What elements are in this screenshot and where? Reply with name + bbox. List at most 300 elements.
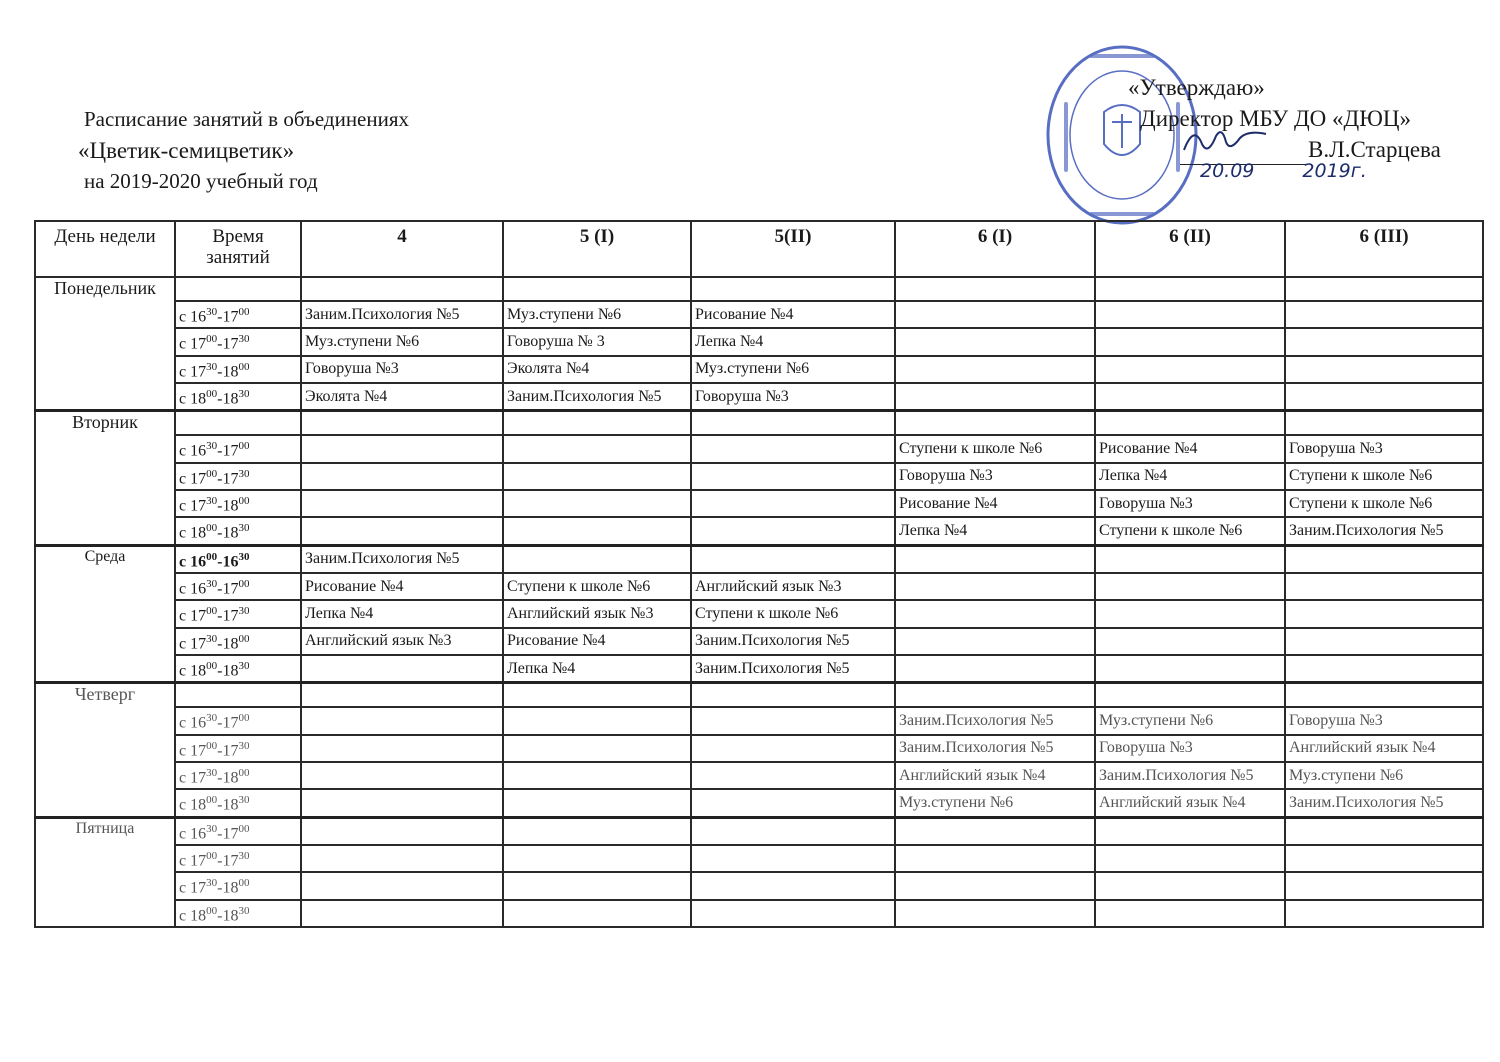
- lesson-cell: [301, 490, 503, 517]
- time-start-hour: 17: [190, 879, 207, 897]
- table-row: [35, 628, 1483, 655]
- lesson-cell: [691, 435, 895, 462]
- time-slot-cell: с $18^{00}-18^{30}$: [175, 517, 301, 545]
- table-row: [35, 490, 1483, 517]
- lesson-cell: [1285, 328, 1483, 355]
- time-end-minute: 30: [238, 605, 250, 618]
- lesson-cell: [895, 411, 1095, 436]
- time-slot-cell: с $16^{30}-17^{00}$: [175, 573, 301, 600]
- lesson-cell: [895, 545, 1095, 573]
- time-start-minute: 00: [206, 550, 218, 563]
- time-slot-cell: с $17^{30}-18^{00}$: [175, 872, 301, 899]
- lesson-cell: [301, 517, 503, 545]
- lesson-cell: Эколята №4: [503, 356, 691, 383]
- time-end-hour: 17: [222, 335, 239, 353]
- lesson-cell: Муз.ступени №6: [503, 301, 691, 328]
- lesson-cell: Заним.Психология №5: [301, 545, 503, 573]
- header-group-5-ii: 5(II): [691, 221, 895, 277]
- lesson-cell: [895, 301, 1095, 328]
- time-start-hour: 18: [190, 906, 207, 924]
- time-end-minute: 00: [238, 440, 250, 453]
- time-end-hour: 18: [222, 634, 239, 652]
- time-start-minute: 00: [206, 904, 218, 917]
- lesson-cell: Говоруша №3: [1095, 735, 1285, 762]
- lesson-cell: Лепка №4: [1095, 463, 1285, 490]
- lesson-cell: [895, 845, 1095, 872]
- lesson-cell: [503, 735, 691, 762]
- time-end-minute: 30: [238, 333, 250, 346]
- time-start-hour: 16: [190, 442, 207, 460]
- lesson-cell: Заним.Психология №5: [691, 655, 895, 683]
- lesson-cell: Заним.Психология №5: [895, 735, 1095, 762]
- lesson-cell: [503, 435, 691, 462]
- lesson-cell: Английский язык №4: [1285, 735, 1483, 762]
- time-start-hour: 16: [190, 552, 207, 570]
- table-row: [35, 655, 1483, 683]
- header-group-4: 4: [301, 221, 503, 277]
- time-end-minute: 00: [238, 577, 250, 590]
- time-end-hour: 18: [222, 906, 239, 924]
- lesson-cell: Заним.Психология №5: [301, 301, 503, 328]
- lesson-cell: Говоруша №3: [895, 463, 1095, 490]
- lesson-cell: Говоруша №3: [1095, 490, 1285, 517]
- title-line-3: на 2019-2020 учебный год: [84, 169, 318, 193]
- time-start-hour: 18: [190, 796, 207, 814]
- time-slot-cell: с $17^{00}-17^{30}$: [175, 328, 301, 355]
- time-slot-cell: с $16^{00}-16^{30}$: [175, 545, 301, 573]
- lesson-cell: [1095, 817, 1285, 845]
- time-end-hour: 18: [222, 497, 239, 515]
- lesson-cell: Ступени к школе №6: [1285, 463, 1483, 490]
- time-start-minute: 00: [206, 522, 218, 535]
- lesson-cell: [691, 845, 895, 872]
- time-start-minute: 00: [206, 605, 218, 618]
- lesson-cell: [1095, 411, 1285, 436]
- lesson-cell: [1095, 655, 1285, 683]
- lesson-cell: [1285, 655, 1483, 683]
- lesson-cell: [895, 383, 1095, 411]
- time-slot-cell: с $17^{00}-17^{30}$: [175, 845, 301, 872]
- lesson-cell: Муз.ступени №6: [1095, 707, 1285, 734]
- lesson-cell: [503, 683, 691, 708]
- table-row: [35, 545, 1483, 573]
- time-slot-cell: с $16^{30}-17^{00}$: [175, 435, 301, 462]
- time-end-minute: 00: [238, 877, 250, 890]
- lesson-cell: Говоруша №3: [691, 383, 895, 411]
- day-name-cell: Четверг: [35, 683, 175, 817]
- table-row: [35, 356, 1483, 383]
- table-row: [35, 573, 1483, 600]
- lesson-cell: Заним.Психология №5: [895, 707, 1095, 734]
- lesson-cell: Английский язык №3: [691, 573, 895, 600]
- lesson-cell: [691, 817, 895, 845]
- time-end-minute: 00: [238, 822, 250, 835]
- lesson-cell: [895, 328, 1095, 355]
- time-start-minute: 00: [206, 387, 218, 400]
- lesson-cell: [1285, 411, 1483, 436]
- time-start-hour: 16: [190, 824, 207, 842]
- table-row: [35, 735, 1483, 762]
- time-start-hour: 17: [190, 852, 207, 870]
- document-title: [78, 104, 409, 197]
- time-end-hour: 17: [222, 607, 239, 625]
- lesson-cell: [1285, 383, 1483, 411]
- time-end-minute: 00: [238, 306, 250, 318]
- time-start-hour: 17: [190, 634, 207, 652]
- lesson-cell: Английский язык №4: [895, 762, 1095, 789]
- time-end-minute: 00: [238, 632, 250, 645]
- lesson-cell: [503, 789, 691, 817]
- lesson-cell: [1285, 683, 1483, 708]
- lesson-cell: Английский язык №3: [503, 600, 691, 627]
- lesson-cell: [1095, 328, 1285, 355]
- day-name-cell: Понедельник: [35, 277, 175, 411]
- time-start-hour: 18: [190, 662, 207, 680]
- day-name-cell: Среда: [35, 545, 175, 683]
- lesson-cell: [301, 789, 503, 817]
- lesson-cell: Рисование №4: [301, 573, 503, 600]
- table-row: [35, 900, 1483, 927]
- time-start-minute: 30: [206, 712, 218, 725]
- time-end-minute: 30: [238, 550, 250, 563]
- time-slot-cell: с $17^{00}-17^{30}$: [175, 600, 301, 627]
- time-start-hour: 17: [190, 335, 207, 353]
- time-start-hour: 18: [190, 390, 207, 408]
- time-end-hour: 18: [222, 524, 239, 542]
- time-end-hour: 18: [222, 796, 239, 814]
- title-line-1: Расписание занятий в объединениях: [84, 107, 410, 131]
- time-start-minute: 30: [206, 766, 218, 779]
- lesson-cell: [1285, 872, 1483, 899]
- lesson-cell: [301, 735, 503, 762]
- time-start-minute: 30: [206, 360, 218, 373]
- time-start-minute: 00: [206, 659, 218, 672]
- table-row: [35, 517, 1483, 545]
- time-slot-cell: [175, 683, 301, 708]
- lesson-cell: [691, 545, 895, 573]
- lesson-cell: [895, 600, 1095, 627]
- lesson-cell: [895, 573, 1095, 600]
- table-row: [35, 411, 1483, 436]
- time-start-hour: 16: [190, 714, 207, 732]
- lesson-cell: [1095, 277, 1285, 301]
- day-name-cell: Вторник: [35, 411, 175, 545]
- time-start-minute: 30: [206, 577, 218, 590]
- lesson-cell: [503, 707, 691, 734]
- table-row: [35, 817, 1483, 845]
- lesson-cell: [895, 683, 1095, 708]
- time-start-hour: 17: [190, 607, 207, 625]
- lesson-cell: Муз.ступени №6: [691, 356, 895, 383]
- table-row: [35, 872, 1483, 899]
- lesson-cell: [1285, 628, 1483, 655]
- time-start-minute: 00: [206, 739, 218, 752]
- time-start-minute: 30: [206, 822, 218, 835]
- lesson-cell: [503, 872, 691, 899]
- signatory-name: В.Л.Старцева: [1308, 137, 1441, 162]
- time-slot-cell: с $16^{30}-17^{00}$: [175, 301, 301, 328]
- lesson-cell: [1095, 301, 1285, 328]
- approval-date-day: 20.09: [1200, 160, 1255, 182]
- lesson-cell: Английский язык №4: [1095, 789, 1285, 817]
- time-end-hour: 17: [222, 824, 239, 842]
- table-header-row: [35, 221, 1483, 277]
- time-end-minute: 00: [238, 766, 250, 779]
- table-row: [35, 762, 1483, 789]
- time-start-hour: 17: [190, 497, 207, 515]
- lesson-cell: [691, 707, 895, 734]
- lesson-cell: [1095, 900, 1285, 927]
- time-end-minute: 30: [238, 739, 250, 752]
- time-end-hour: 16: [222, 552, 239, 570]
- lesson-cell: [503, 845, 691, 872]
- schedule-table: [34, 220, 1484, 928]
- header-group-6-ii: 6 (II): [1095, 221, 1285, 277]
- approval-heading: «Утверждаю»: [1128, 75, 1265, 100]
- table-row: [35, 383, 1483, 411]
- lesson-cell: Заним.Психология №5: [1095, 762, 1285, 789]
- header-group-6-i: 6 (I): [895, 221, 1095, 277]
- time-slot-cell: с $17^{00}-17^{30}$: [175, 735, 301, 762]
- lesson-cell: [503, 490, 691, 517]
- lesson-cell: [1285, 817, 1483, 845]
- lesson-cell: Муз.ступени №6: [1285, 762, 1483, 789]
- lesson-cell: [1095, 383, 1285, 411]
- lesson-cell: [301, 435, 503, 462]
- time-end-hour: 17: [222, 469, 239, 487]
- lesson-cell: [691, 463, 895, 490]
- time-end-hour: 17: [222, 580, 239, 598]
- lesson-cell: Говоруша №3: [1285, 435, 1483, 462]
- time-start-minute: 30: [206, 494, 218, 507]
- lesson-cell: Ступени к школе №6: [1285, 490, 1483, 517]
- lesson-cell: [301, 655, 503, 683]
- header-group-6-iii: 6 (III): [1285, 221, 1483, 277]
- lesson-cell: [503, 411, 691, 436]
- lesson-cell: [1285, 545, 1483, 573]
- time-start-minute: 30: [206, 632, 218, 645]
- time-start-hour: 17: [190, 741, 207, 759]
- lesson-cell: Ступени к школе №6: [1095, 517, 1285, 545]
- lesson-cell: Заним.Психология №5: [1285, 789, 1483, 817]
- lesson-cell: Говоруша № 3: [503, 328, 691, 355]
- lesson-cell: [1285, 301, 1483, 328]
- lesson-cell: Эколята №4: [301, 383, 503, 411]
- time-start-minute: 30: [206, 877, 218, 890]
- lesson-cell: [895, 817, 1095, 845]
- lesson-cell: [1095, 628, 1285, 655]
- time-start-minute: 00: [206, 849, 218, 862]
- lesson-cell: [301, 277, 503, 301]
- lesson-cell: [691, 411, 895, 436]
- time-start-hour: 17: [190, 769, 207, 787]
- lesson-cell: [1285, 277, 1483, 301]
- lesson-cell: [1285, 600, 1483, 627]
- lesson-cell: Заним.Психология №5: [1285, 517, 1483, 545]
- time-slot-cell: с $18^{00}-18^{30}$: [175, 900, 301, 927]
- lesson-cell: [691, 277, 895, 301]
- time-end-hour: 18: [222, 362, 239, 380]
- time-end-hour: 17: [222, 714, 239, 732]
- header-day: День недели: [35, 221, 175, 277]
- time-slot-cell: [175, 277, 301, 301]
- lesson-cell: Рисование №4: [895, 490, 1095, 517]
- lesson-cell: [301, 762, 503, 789]
- lesson-cell: Заним.Психология №5: [691, 628, 895, 655]
- time-slot-cell: с $17^{30}-18^{00}$: [175, 762, 301, 789]
- lesson-cell: [1095, 545, 1285, 573]
- table-row: [35, 845, 1483, 872]
- lesson-cell: [503, 817, 691, 845]
- time-slot-cell: с $16^{30}-17^{00}$: [175, 707, 301, 734]
- time-slot-cell: с $16^{30}-17^{00}$: [175, 817, 301, 845]
- header-group-5-i: 5 (I): [503, 221, 691, 277]
- time-end-hour: 17: [222, 852, 239, 870]
- lesson-cell: [1095, 356, 1285, 383]
- lesson-cell: Лепка №4: [895, 517, 1095, 545]
- lesson-cell: Ступени к школе №6: [895, 435, 1095, 462]
- lesson-cell: [691, 735, 895, 762]
- lesson-cell: [503, 900, 691, 927]
- time-slot-cell: с $18^{00}-18^{30}$: [175, 789, 301, 817]
- lesson-cell: [691, 900, 895, 927]
- lesson-cell: Муз.ступени №6: [301, 328, 503, 355]
- lesson-cell: [691, 872, 895, 899]
- lesson-cell: Заним.Психология №5: [503, 383, 691, 411]
- lesson-cell: [301, 900, 503, 927]
- time-end-minute: 30: [238, 904, 250, 917]
- lesson-cell: [691, 762, 895, 789]
- lesson-cell: Рисование №4: [691, 301, 895, 328]
- approval-date-year: 2019г.: [1302, 160, 1367, 182]
- time-slot-cell: с $17^{30}-18^{00}$: [175, 628, 301, 655]
- lesson-cell: [895, 655, 1095, 683]
- lesson-cell: [301, 707, 503, 734]
- lesson-cell: [301, 872, 503, 899]
- time-start-hour: 16: [190, 308, 207, 326]
- time-end-hour: 18: [222, 879, 239, 897]
- time-end-hour: 17: [222, 741, 239, 759]
- lesson-cell: Лепка №4: [301, 600, 503, 627]
- lesson-cell: [691, 517, 895, 545]
- table-row: [35, 463, 1483, 490]
- lesson-cell: Ступени к школе №6: [503, 573, 691, 600]
- lesson-cell: [1285, 356, 1483, 383]
- lesson-cell: Муз.ступени №6: [895, 789, 1095, 817]
- lesson-cell: Говоруша №3: [1285, 707, 1483, 734]
- time-end-minute: 30: [238, 387, 250, 400]
- time-end-minute: 00: [238, 712, 250, 725]
- time-end-hour: 18: [222, 662, 239, 680]
- time-slot-cell: с $17^{30}-18^{00}$: [175, 490, 301, 517]
- header-time: Время занятий: [175, 221, 301, 277]
- title-line-2: «Цветик-семицветик»: [78, 138, 295, 163]
- lesson-cell: Говоруша №3: [301, 356, 503, 383]
- time-end-minute: 30: [238, 467, 250, 480]
- time-start-minute: 00: [206, 333, 218, 346]
- lesson-cell: [301, 683, 503, 708]
- lesson-cell: [1285, 845, 1483, 872]
- table-row: [35, 789, 1483, 817]
- table-row: [35, 707, 1483, 734]
- time-end-hour: 18: [222, 390, 239, 408]
- lesson-cell: [691, 789, 895, 817]
- table-row: [35, 277, 1483, 301]
- lesson-cell: [895, 872, 1095, 899]
- approval-block: [1128, 72, 1441, 165]
- lesson-cell: [1095, 573, 1285, 600]
- lesson-cell: Рисование №4: [1095, 435, 1285, 462]
- lesson-cell: [301, 463, 503, 490]
- time-end-minute: 30: [238, 794, 250, 807]
- lesson-cell: Рисование №4: [503, 628, 691, 655]
- time-start-hour: 17: [190, 469, 207, 487]
- lesson-cell: [503, 517, 691, 545]
- lesson-cell: [301, 411, 503, 436]
- time-end-hour: 18: [222, 769, 239, 787]
- time-end-minute: 30: [238, 522, 250, 535]
- time-start-minute: 30: [206, 306, 218, 318]
- lesson-cell: [301, 817, 503, 845]
- lesson-cell: [503, 463, 691, 490]
- lesson-cell: Ступени к школе №6: [691, 600, 895, 627]
- table-row: [35, 328, 1483, 355]
- time-start-minute: 00: [206, 794, 218, 807]
- lesson-cell: [691, 683, 895, 708]
- approval-position: Директор МБУ ДО «ДЮЦ»: [1140, 106, 1411, 131]
- time-end-hour: 17: [222, 308, 239, 326]
- table-row: [35, 600, 1483, 627]
- lesson-cell: Лепка №4: [503, 655, 691, 683]
- lesson-cell: [1285, 573, 1483, 600]
- lesson-cell: [301, 845, 503, 872]
- time-end-minute: 30: [238, 849, 250, 862]
- lesson-cell: [1285, 900, 1483, 927]
- time-slot-cell: с $17^{30}-18^{00}$: [175, 356, 301, 383]
- time-slot-cell: с $17^{00}-17^{30}$: [175, 463, 301, 490]
- time-end-minute: 00: [238, 494, 250, 507]
- lesson-cell: [503, 545, 691, 573]
- time-start-minute: 00: [206, 467, 218, 480]
- time-start-hour: 18: [190, 524, 207, 542]
- time-start-minute: 30: [206, 440, 218, 453]
- day-name-cell: Пятница: [35, 817, 175, 927]
- time-slot-cell: с $18^{00}-18^{30}$: [175, 655, 301, 683]
- lesson-cell: Английский язык №3: [301, 628, 503, 655]
- lesson-cell: [503, 277, 691, 301]
- approval-date: [1200, 160, 1367, 182]
- time-end-minute: 00: [238, 360, 250, 373]
- lesson-cell: [503, 762, 691, 789]
- lesson-cell: Лепка №4: [691, 328, 895, 355]
- lesson-cell: [895, 900, 1095, 927]
- table-row: [35, 301, 1483, 328]
- time-slot-cell: [175, 411, 301, 436]
- time-start-hour: 17: [190, 362, 207, 380]
- table-row: [35, 435, 1483, 462]
- time-end-hour: 17: [222, 442, 239, 460]
- time-end-minute: 30: [238, 659, 250, 672]
- lesson-cell: [895, 277, 1095, 301]
- lesson-cell: [1095, 600, 1285, 627]
- time-slot-cell: с $18^{00}-18^{30}$: [175, 383, 301, 411]
- table-row: [35, 683, 1483, 708]
- lesson-cell: [1095, 845, 1285, 872]
- lesson-cell: [1095, 872, 1285, 899]
- lesson-cell: [895, 628, 1095, 655]
- time-start-hour: 16: [190, 580, 207, 598]
- lesson-cell: [1095, 683, 1285, 708]
